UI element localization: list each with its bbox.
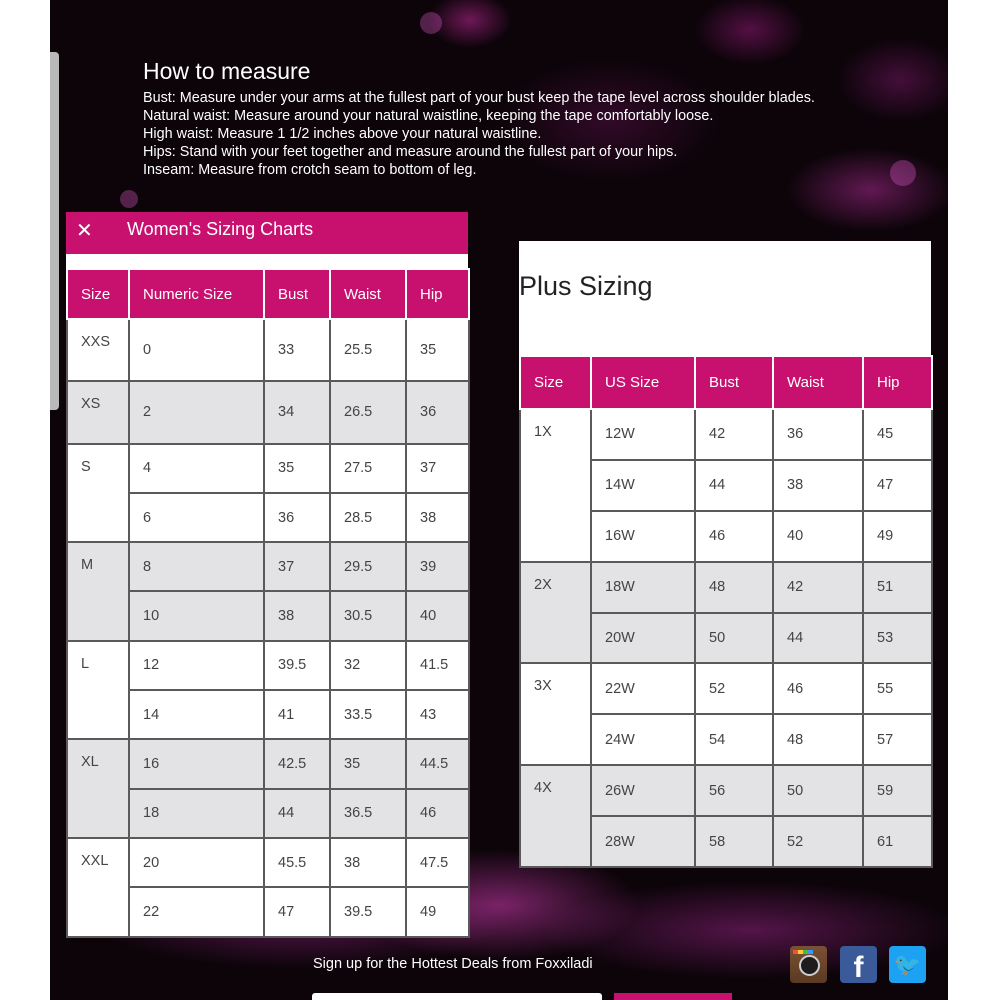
bokeh-light (420, 12, 442, 34)
table-cell: 53 (863, 613, 932, 664)
table-cell: 54 (695, 714, 773, 765)
table-row (67, 444, 469, 493)
newsletter-signup-text: Sign up for the Hottest Deals from Foxxiladi (313, 956, 593, 972)
size-label-cell: M (67, 542, 129, 641)
table-cell: 52 (695, 663, 773, 714)
table-cell: 57 (863, 714, 932, 765)
table-cell: 0 (129, 319, 264, 381)
email-input[interactable] (312, 993, 602, 1000)
table-cell: 30.5 (330, 591, 406, 640)
column-header: Waist (330, 269, 406, 319)
column-header: Numeric Size (129, 269, 264, 319)
table-cell: 39 (406, 542, 469, 591)
measure-bust-text: Bust: Measure under your arms at the fullest part of your bust keep the tape level across shoulder blades. (143, 90, 815, 106)
table-row (67, 838, 469, 887)
table-cell: 40 (773, 511, 863, 562)
table-cell: 26W (591, 765, 695, 816)
table-cell: 42.5 (264, 739, 330, 788)
bokeh-light (120, 190, 138, 208)
size-label-cell: 3X (520, 663, 591, 765)
table-cell: 41 (264, 690, 330, 739)
table-cell: 49 (406, 887, 469, 936)
size-label-cell: S (67, 444, 129, 543)
table-row (67, 381, 469, 443)
table-header-row (520, 356, 932, 409)
signup-button[interactable] (614, 993, 732, 1000)
table-cell: 52 (773, 816, 863, 867)
table-cell: 61 (863, 816, 932, 867)
table-cell: 46 (773, 663, 863, 714)
size-label-cell: XXS (67, 319, 129, 381)
measure-inseam-text: Inseam: Measure from crotch seam to bottom of leg. (143, 162, 477, 178)
table-cell: 38 (330, 838, 406, 887)
column-header: Bust (695, 356, 773, 409)
table-cell: 22W (591, 663, 695, 714)
table-row (67, 319, 469, 381)
plus-size-table (519, 355, 933, 868)
table-cell: 44 (264, 789, 330, 838)
table-cell: 20 (129, 838, 264, 887)
table-cell: 50 (695, 613, 773, 664)
table-row (67, 739, 469, 788)
table-cell: 40 (406, 591, 469, 640)
table-cell: 12W (591, 409, 695, 460)
table-cell: 44 (695, 460, 773, 511)
column-header: Size (520, 356, 591, 409)
table-cell: 47.5 (406, 838, 469, 887)
table-row (520, 409, 932, 460)
table-cell: 51 (863, 562, 932, 613)
size-label-cell: XXL (67, 838, 129, 937)
table-cell: 35 (264, 444, 330, 493)
table-cell: 48 (695, 562, 773, 613)
table-cell: 44.5 (406, 739, 469, 788)
size-label-cell: 2X (520, 562, 591, 664)
table-cell: 38 (264, 591, 330, 640)
table-cell: 26.5 (330, 381, 406, 443)
instagram-icon[interactable] (790, 946, 827, 983)
table-cell: 29.5 (330, 542, 406, 591)
table-row (67, 641, 469, 690)
table-cell: 36.5 (330, 789, 406, 838)
plus-sizing-title: Plus Sizing (519, 271, 653, 301)
table-cell: 36 (264, 493, 330, 542)
table-row (520, 562, 932, 613)
table-cell: 24W (591, 714, 695, 765)
bokeh-light (890, 160, 916, 186)
table-header-row (67, 269, 469, 319)
table-cell: 28.5 (330, 493, 406, 542)
column-header: Bust (264, 269, 330, 319)
table-cell: 47 (264, 887, 330, 936)
table-cell: 14 (129, 690, 264, 739)
table-cell: 39.5 (330, 887, 406, 936)
table-cell: 25.5 (330, 319, 406, 381)
table-cell: 18 (129, 789, 264, 838)
size-label-cell: L (67, 641, 129, 740)
column-header: Size (67, 269, 129, 319)
table-row (67, 542, 469, 591)
close-icon[interactable]: ✕ (76, 220, 93, 242)
table-cell: 16W (591, 511, 695, 562)
facebook-icon[interactable]: f (840, 946, 877, 983)
table-cell: 35 (406, 319, 469, 381)
measure-hips-text: Hips: Stand with your feet together and measure around the fullest part of your hips. (143, 144, 678, 160)
table-cell: 6 (129, 493, 264, 542)
table-cell: 27.5 (330, 444, 406, 493)
table-cell: 39.5 (264, 641, 330, 690)
table-cell: 42 (695, 409, 773, 460)
table-cell: 44 (773, 613, 863, 664)
table-cell: 38 (773, 460, 863, 511)
column-header: Waist (773, 356, 863, 409)
measure-natural-waist-text: Natural waist: Measure around your natural waistline, keeping the tape comfortably loose. (143, 108, 714, 124)
size-label-cell: XS (67, 381, 129, 443)
measure-high-waist-text: High waist: Measure 1 1/2 inches above your natural waistline. (143, 126, 542, 142)
table-row (520, 663, 932, 714)
table-cell: 18W (591, 562, 695, 613)
how-to-measure-title: How to measure (143, 58, 311, 84)
table-cell: 42 (773, 562, 863, 613)
table-cell: 12 (129, 641, 264, 690)
womens-sizing-title: Women's Sizing Charts (127, 219, 314, 239)
table-cell: 48 (773, 714, 863, 765)
table-cell: 33 (264, 319, 330, 381)
table-cell: 46 (695, 511, 773, 562)
table-cell: 59 (863, 765, 932, 816)
table-cell: 35 (330, 739, 406, 788)
size-label-cell: XL (67, 739, 129, 838)
table-cell: 33.5 (330, 690, 406, 739)
table-cell: 50 (773, 765, 863, 816)
table-cell: 38 (406, 493, 469, 542)
twitter-icon[interactable]: 🐦 (889, 946, 926, 983)
table-cell: 36 (773, 409, 863, 460)
table-cell: 8 (129, 542, 264, 591)
size-label-cell: 1X (520, 409, 591, 562)
table-cell: 45 (863, 409, 932, 460)
table-cell: 34 (264, 381, 330, 443)
table-cell: 37 (406, 444, 469, 493)
column-header: Hip (406, 269, 469, 319)
womens-size-table (66, 268, 470, 938)
how-to-measure-section (143, 58, 815, 179)
table-cell: 4 (129, 444, 264, 493)
table-cell: 43 (406, 690, 469, 739)
table-cell: 22 (129, 887, 264, 936)
table-row (520, 765, 932, 816)
table-cell: 10 (129, 591, 264, 640)
womens-sizing-header (66, 212, 468, 266)
table-cell: 20W (591, 613, 695, 664)
side-drawer-handle[interactable] (50, 52, 59, 410)
column-header: Hip (863, 356, 932, 409)
table-cell: 56 (695, 765, 773, 816)
table-cell: 37 (264, 542, 330, 591)
table-cell: 16 (129, 739, 264, 788)
table-cell: 47 (863, 460, 932, 511)
table-cell: 49 (863, 511, 932, 562)
size-label-cell: 4X (520, 765, 591, 867)
table-cell: 41.5 (406, 641, 469, 690)
table-cell: 45.5 (264, 838, 330, 887)
table-cell: 32 (330, 641, 406, 690)
table-cell: 55 (863, 663, 932, 714)
table-cell: 58 (695, 816, 773, 867)
column-header: US Size (591, 356, 695, 409)
table-cell: 14W (591, 460, 695, 511)
table-cell: 28W (591, 816, 695, 867)
table-cell: 36 (406, 381, 469, 443)
table-cell: 2 (129, 381, 264, 443)
table-cell: 46 (406, 789, 469, 838)
